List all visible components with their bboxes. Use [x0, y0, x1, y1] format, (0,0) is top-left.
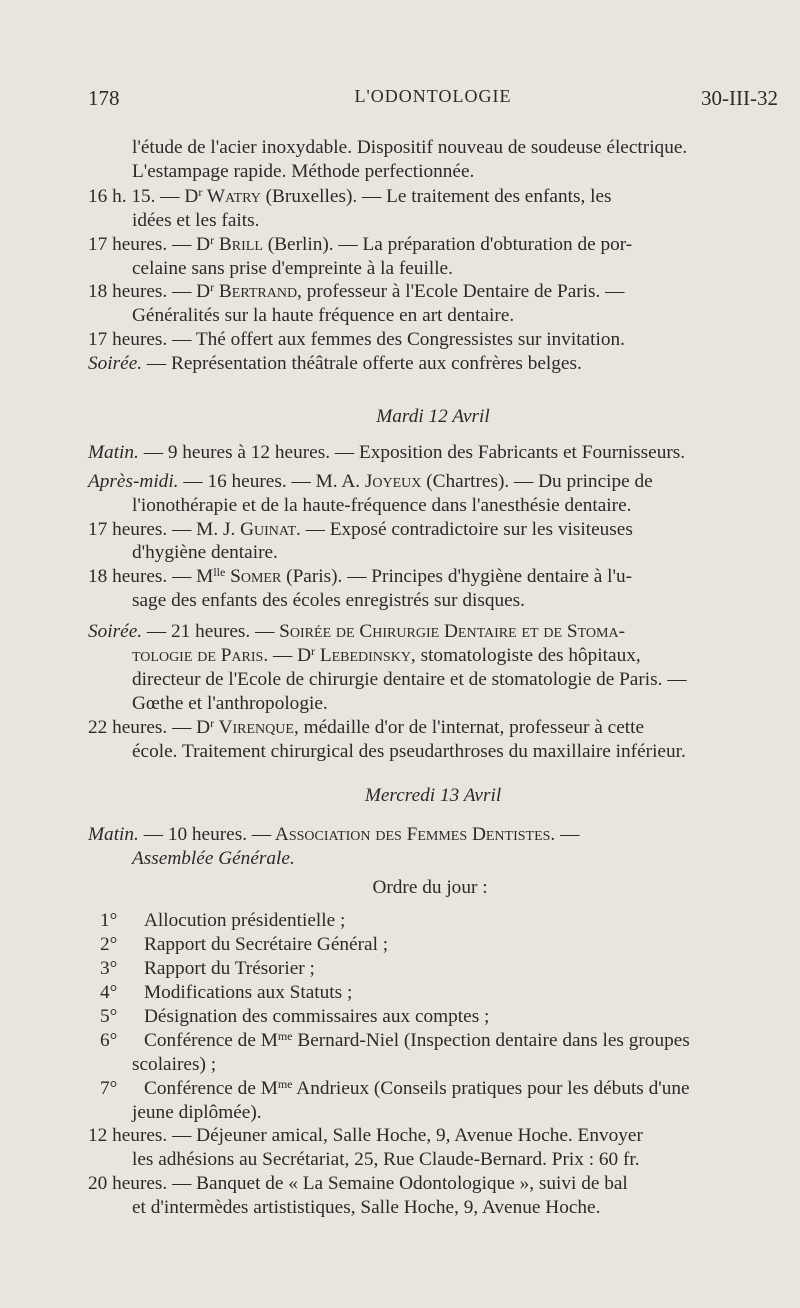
text-span: — [555, 824, 580, 845]
day-heading: Mercredi 13 Avril [364, 785, 502, 806]
agenda-item [100, 981, 790, 1005]
speaker-name: Somer [225, 566, 282, 587]
issue-date: 30-III-32 [701, 86, 778, 110]
agenda-text: Désignation des commissaires aux comptes ; [144, 1006, 490, 1027]
page-header [88, 86, 778, 120]
program-entry [88, 470, 778, 494]
speaker-name: Lebedinsky, [315, 645, 416, 666]
program-entry [88, 1172, 778, 1196]
agenda-item [100, 933, 790, 957]
event-subtitle: Assemblée Générale. [132, 848, 295, 869]
text-span: — M. J. [167, 519, 236, 540]
agenda-item [100, 1005, 790, 1029]
superscript: me [277, 1077, 293, 1091]
agenda-text: Conférence de M [144, 1078, 278, 1099]
program-entry [88, 1124, 778, 1148]
text-span: — D [167, 234, 211, 255]
agenda-item [100, 957, 790, 981]
day-heading: Mardi 12 Avril [376, 406, 490, 427]
agenda-item [100, 909, 790, 933]
session-label: Soirée. [88, 353, 143, 374]
program-entry [88, 620, 778, 644]
text-span: — Exposé contradictoire sur les visiteuses [300, 519, 633, 540]
text-line: et d'intermèdes artististiques, Salle Hoche, 9, Avenue Hoche. [132, 1197, 601, 1218]
text-line: Gœthe et l'anthropologie. [132, 693, 328, 714]
agenda-number: 3° [100, 958, 118, 979]
superscript: r [210, 233, 215, 247]
text-span: stomatologiste des hôpitaux, [415, 645, 641, 666]
text-line: celaine sans prise d'empreinte à la feuille. [132, 258, 453, 279]
text-span: — Thé offert aux femmes des Congressistes sur invitation. [167, 329, 625, 350]
program-entry [88, 823, 778, 847]
speaker-name: Virenque, [214, 717, 299, 738]
agenda-text: Andrieux (Conseils pratiques pour les débuts d'une [292, 1078, 690, 1099]
agenda-number: 2° [100, 934, 118, 955]
text-span: — 10 heures. — [138, 824, 272, 845]
entry-time: 22 heures. [88, 717, 168, 738]
program-entry [88, 328, 778, 352]
superscript: me [277, 1029, 293, 1043]
superscript: r [311, 644, 315, 658]
agenda-number: 4° [100, 982, 118, 1003]
text-span: — Représentation théâtrale offerte aux confrères belges. [142, 353, 582, 374]
program-entry [88, 441, 778, 465]
text-span: — D [167, 281, 211, 302]
session-label: Soirée. [88, 621, 143, 642]
program-entry [88, 280, 778, 304]
agenda-number: 5° [100, 1006, 118, 1027]
text-span: — 9 heures à 12 heures. — Exposition des Fabricants et Fournisseurs. [138, 442, 686, 463]
entry-time: 17 heures. [88, 519, 168, 540]
text-span: — D [155, 186, 199, 207]
text-span: (Chartres). — Du principe de [421, 471, 653, 492]
entry-time: 18 heures. [88, 566, 168, 587]
program-entry [88, 565, 778, 589]
superscript: r [210, 280, 215, 294]
program-entry [88, 185, 778, 209]
superscript: lle [213, 565, 226, 579]
agenda-item [100, 1029, 790, 1053]
agenda-text: Rapport du Trésorier ; [144, 958, 315, 979]
text-span: — 21 heures. — [142, 621, 275, 642]
session-label: Matin. [88, 442, 139, 463]
agenda-heading: Ordre du jour : [372, 877, 488, 898]
text-line: d'hygiène dentaire. [132, 542, 278, 563]
agenda-text: Conférence de M [144, 1030, 278, 1051]
text-line: école. Traitement chirurgical des pseudarthroses du maxillaire inférieur. [132, 741, 686, 762]
text-line: sage des enfants des écoles enregistrés sur disques. [132, 590, 526, 611]
program-entry [88, 233, 778, 257]
text-span: — 16 heures. — M. A. [178, 471, 361, 492]
superscript: r [210, 716, 215, 730]
text-span: (Berlin). — La préparation d'obturation de por- [262, 234, 633, 255]
speaker-name: Joyeux [360, 471, 422, 492]
text-line: les adhésions au Secrétariat, 25, Rue Claude-Bernard. Prix : 60 fr. [132, 1149, 640, 1170]
running-title: L'ODONTOLOGIE [354, 86, 512, 106]
agenda-text: Bernard-Niel (Inspection dentaire dans les groupes [292, 1030, 690, 1051]
program-entry [88, 352, 778, 376]
superscript: r [198, 185, 203, 199]
text-span: (Bruxelles). — Le traitement des enfants, les [260, 186, 612, 207]
text-span: — Banquet de « La Semaine Odontologique », suivi de bal [167, 1173, 628, 1194]
entry-time: 17 heures. [88, 329, 168, 350]
text-span: professeur à l'Ecole Dentaire de Paris. — [301, 281, 625, 302]
agenda-number: 6° [100, 1030, 118, 1051]
text-span: médaille d'or de l'internat, professeur à cette [298, 717, 645, 738]
entry-time: 18 heures. [88, 281, 168, 302]
text-line: Généralités sur la haute fréquence en art dentaire. [132, 305, 515, 326]
speaker-name: Bertrand, [214, 281, 302, 302]
text-line: l'ionothérapie et de la haute-fréquence dans l'anesthésie dentaire. [132, 495, 632, 516]
agenda-number: 1° [100, 910, 118, 931]
session-label: Matin. [88, 824, 139, 845]
text-span: — D [268, 645, 311, 666]
text-line: directeur de l'Ecole de chirurgie dentaire et de stomatologie de Paris. — [132, 669, 687, 690]
entry-time: 17 heures. [88, 234, 168, 255]
agenda-item [100, 1077, 790, 1101]
page-number: 178 [88, 86, 120, 110]
text-line: jeune diplômée). [132, 1102, 262, 1123]
speaker-name: Guinat. [235, 519, 301, 540]
event-title: Association des Femmes Dentistes. [271, 824, 556, 845]
program-entry [88, 518, 778, 542]
entry-time: 12 heures. [88, 1125, 168, 1146]
agenda-text: Rapport du Secrétaire Général ; [144, 934, 389, 955]
text-span: — Déjeuner amical, Salle Hoche, 9, Avenue Hoche. Envoyer [167, 1125, 643, 1146]
agenda-number: 7° [100, 1078, 118, 1099]
entry-time: 20 heures. [88, 1173, 168, 1194]
entry-time: 16 h. 15. [88, 186, 156, 207]
session-label: Après-midi. [88, 471, 179, 492]
text-line: idées et les faits. [132, 210, 260, 231]
event-title: tologie de Paris. [132, 645, 269, 666]
event-title: Soirée de Chirurgie Dentaire et de Stoma- [274, 621, 626, 642]
agenda-text: Allocution présidentielle ; [144, 910, 346, 931]
program-entry [88, 716, 778, 740]
text-line: l'étude de l'acier inoxydable. Dispositif nouveau de soudeuse électrique. [132, 137, 688, 158]
text-span: (Paris). — Principes d'hygiène dentaire à l'u- [281, 566, 633, 587]
agenda-text: Modifications aux Statuts ; [144, 982, 353, 1003]
program-entry-continued [132, 644, 800, 668]
text-line: L'estampage rapide. Méthode perfectionnée. [132, 161, 475, 182]
speaker-name: Watry [202, 186, 261, 207]
speaker-name: Brill [214, 234, 263, 255]
text-line: scolaires) ; [132, 1054, 217, 1075]
text-span: — D [167, 717, 211, 738]
text-span: — M [167, 566, 214, 587]
